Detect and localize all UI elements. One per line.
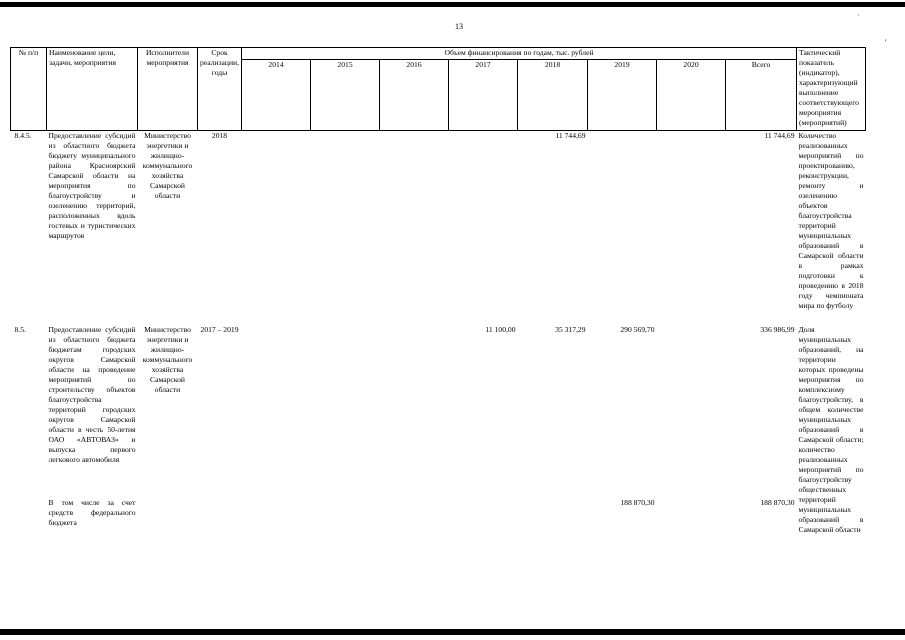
row-name: Предоставление субсидий из областного бюджета бюджетам городских округов Самарской области на проведение мероприятий по строительству объектов благоустройства территорий городских округов Самарской области в честь 50-летия ОАО «АВТОВАЗ» и выпуска первого легкового автомобиля [48, 325, 136, 464]
header-num: № п/п [11, 48, 47, 131]
header-executors: Исполнители мероприятия [138, 48, 198, 131]
row-value-2015 [311, 325, 380, 498]
row-value-2015 [311, 131, 380, 312]
table-row [11, 131, 866, 312]
header-indicator: Тактический показатель (индикатор), характеризующий выполнение соответствующего мероприятия (мероприятий) [797, 48, 866, 131]
row-value-2016 [380, 498, 449, 535]
header-term: Срок реализации, годы [198, 48, 242, 131]
header-total: Всего [726, 60, 797, 131]
row-value-2018 [518, 498, 588, 535]
row-value-total: 336 986,99 [760, 325, 795, 334]
row-value-2015 [311, 498, 380, 535]
row-term: 2018 [211, 131, 228, 140]
row-value-2014 [242, 325, 311, 498]
row-executors: Министерство энергетики и жилищно-коммунального хозяйства Самарской области [142, 325, 193, 394]
row-value-2019: 290 569,70 [620, 325, 655, 334]
row-indicator: Количество реализованных мероприятий по проектированию, реконструкции, ремонту и озеленению объектов благоустройства территорий муниципальных образований в Самарской области в рамках подготовки к проведению в 2018 году чемпионата мира по футболу [798, 131, 864, 310]
bottom-rule [0, 629, 905, 635]
row-executors [138, 498, 198, 535]
corner-mark: ′ [885, 38, 887, 47]
header-year: 2014 [242, 60, 311, 131]
row-number: 8.4.5. [14, 131, 32, 140]
header-year: 2019 [588, 60, 657, 131]
corner-mark: ˙ [857, 13, 860, 22]
funding-table [10, 47, 866, 535]
row-value-2019: 188 870,30 [620, 497, 655, 507]
row-value-2014 [242, 131, 311, 312]
row-name: Предоставление субсидий из областного бюджета бюджету муниципального района Красноярский Самарской области на мероприятия по благоустройству и озеленению территорий, расположенных вдоль гостевых и туристических маршрутов [48, 131, 136, 240]
row-value-2017 [449, 498, 518, 535]
row-value-total: 11 744,69 [764, 131, 795, 140]
row-value-2017: 11 100,00 [485, 325, 516, 334]
row-indicator: Доля муниципальных образований, на территории которых проведены мероприятия по комплексному благоустройству, в общем количестве муниципальных образований в Самарской области; количество реализованных мероприятий по благоустройству общественных территорий муниципальных образований в Самарской области [798, 325, 864, 534]
row-number: 8.5. [14, 325, 26, 334]
row-executors: Министерство энергетики и жилищно-коммунального хозяйства Самарской области [142, 131, 193, 200]
header-year: 2016 [380, 60, 449, 131]
row-name: В том числе за счет средств федерального бюджета [48, 497, 136, 527]
row-number [11, 498, 47, 535]
header-row [11, 48, 866, 60]
row-value-2018: 11 744,69 [555, 131, 586, 140]
row-term [198, 498, 242, 535]
row-value-2014 [242, 498, 311, 535]
top-rule [0, 2, 905, 7]
header-year: 2017 [449, 60, 518, 131]
header-name: Наименование цели, задачи, мероприятия [47, 48, 138, 131]
header-funding: Объем финансирования по годам, тыс. рублей [242, 48, 797, 60]
row-value-2016 [380, 131, 449, 312]
row-value-2017 [449, 131, 518, 312]
table-row [11, 498, 866, 535]
row-spacer [11, 311, 866, 325]
table-row [11, 325, 866, 498]
row-value-2019 [588, 131, 657, 312]
row-value-2016 [380, 325, 449, 498]
header-year: 2020 [657, 60, 726, 131]
header-year: 2015 [311, 60, 380, 131]
row-value-2018: 35 317,29 [555, 325, 586, 334]
row-value-2020 [657, 131, 726, 312]
row-value-2020 [657, 498, 726, 535]
row-value-2020 [657, 325, 726, 498]
page-number: 13 [455, 22, 463, 31]
row-term: 2017 – 2019 [200, 325, 239, 334]
row-value-total: 188 870,30 [760, 497, 795, 507]
header-year: 2018 [518, 60, 588, 131]
